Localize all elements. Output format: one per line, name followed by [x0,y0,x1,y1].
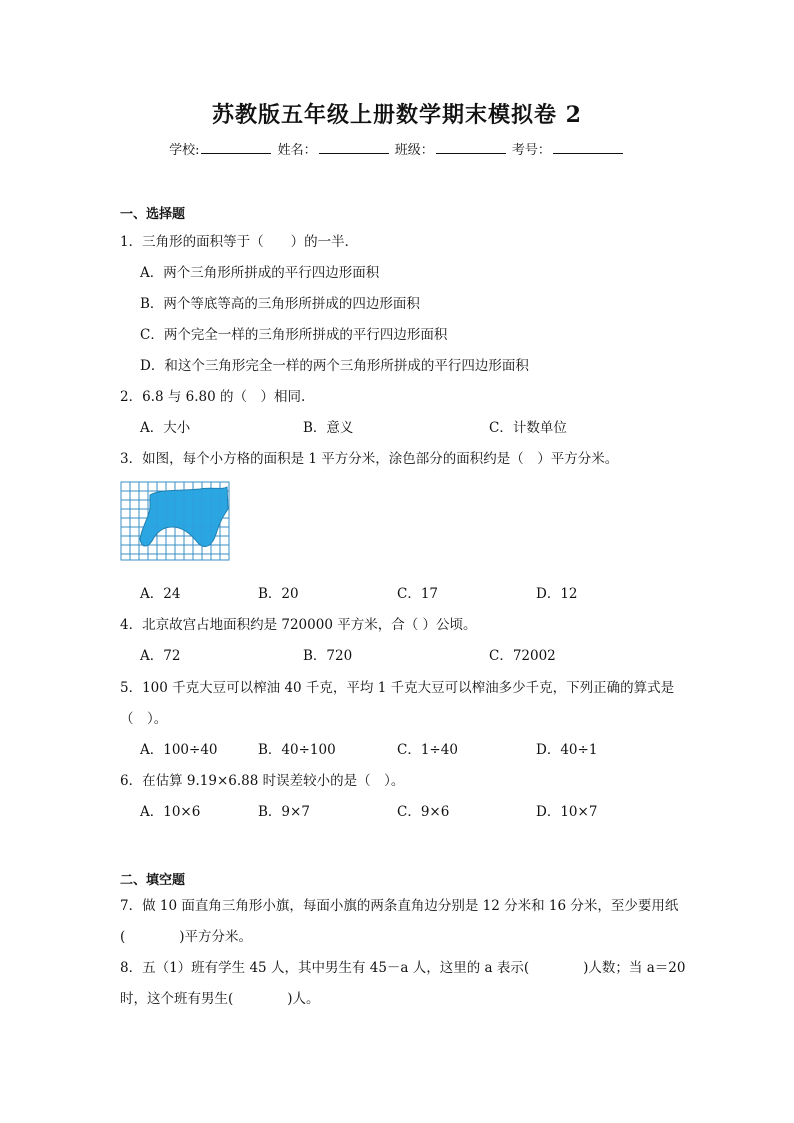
q4-option-b: B．720 [303,648,353,664]
section-heading-choice: 一、选择题 [120,207,186,222]
question-3: 3．如图，每个小方格的面积是 1 平方分米，涂色部分的面积约是（ ）平方分米。 [120,451,619,467]
question-7-line-1: 7．做 10 面直角三角形小旗，每面小旗的两条直角边分别是 12 分米和 16 分米，至少要用纸 [120,898,679,914]
q6-option-d: D．10×7 [536,804,598,820]
section-heading-fill: 二、填空题 [120,873,186,888]
q1-option-b: B．两个等底等高的三角形所拼成的四边形面积 [140,296,420,312]
page-title: 苏教版五年级上册数学期末模拟卷 2 [212,102,582,128]
q1-option-a: A．两个三角形所拼成的平行四边形面积 [140,265,380,281]
question-8-line-1: 8．五（1）班有学生 45 人，其中男生有 45－a 人，这里的 a 表示( )人数；当 a＝20 [120,960,686,976]
q3-option-a: A．24 [140,586,181,602]
q5-option-d: D．40÷1 [536,742,598,758]
question-5-line-2: （ ）。 [120,711,168,727]
name-blank [319,141,389,154]
q5-option-b: B．40÷100 [258,742,336,758]
q6-option-c: C．9×6 [397,804,450,820]
question-8-line-2: 时，这个班有男生( )人。 [120,991,320,1007]
q1-option-c: C．两个完全一样的三角形所拼成的平行四边形面积 [140,327,448,343]
question-7-line-2: ( )平方分米。 [120,929,253,945]
q2-option-b: B．意义 [303,420,354,436]
school-label: 学校: [169,143,200,158]
student-info [0,139,794,158]
question-6: 6．在估算 9.19×6.88 时误差较小的是（ ）。 [120,773,405,789]
q3-option-b: B．20 [258,586,299,602]
q4-option-c: C．72002 [489,648,556,664]
q6-option-a: A．10×6 [140,804,201,820]
q5-option-a: A．100÷40 [140,742,218,758]
exam-no-blank [553,141,623,154]
grid-figure [120,481,230,561]
q6-option-b: B．9×7 [258,804,310,820]
exam-no-label: 考号： [511,143,551,158]
school-blank [201,141,271,154]
q2-option-a: A．大小 [140,420,191,436]
question-5-line-1: 5．100 千克大豆可以榨油 40 千克，平均 1 千克大豆可以榨油多少千克，下列正确的算式是 [120,680,675,696]
class-blank [436,141,506,154]
question-1: 1．三角形的面积等于（ ）的一半． [120,234,359,250]
q3-option-c: C．17 [397,586,439,602]
q4-option-a: A．72 [140,648,181,664]
q2-option-c: C．计数单位 [489,420,567,436]
question-4: 4．北京故宫占地面积约是 720000 平方米，合（ ）公顷。 [120,617,477,633]
q3-option-d: D．12 [536,586,578,602]
class-label: 班级： [394,143,434,158]
question-2: 2．6.8 与 6.80 的（ ）相同. [120,389,306,405]
q1-option-d: D．和这个三角形完全一样的两个三角形所拼成的平行四边形面积 [140,358,529,374]
q5-option-c: C．1÷40 [397,742,458,758]
name-label: 姓名： [277,143,317,158]
